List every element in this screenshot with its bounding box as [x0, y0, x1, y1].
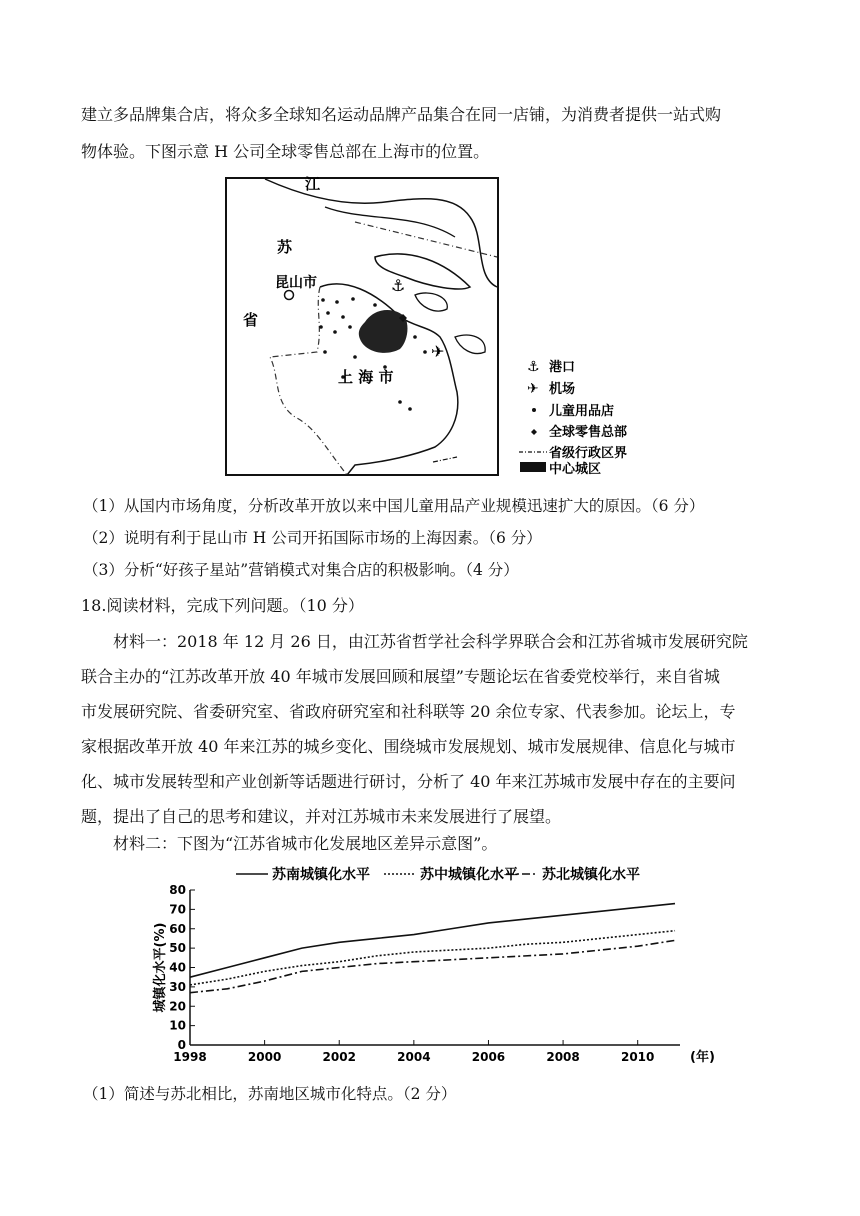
svg-text:机场: 机场	[549, 382, 576, 397]
y-tick-label: 40	[169, 960, 186, 975]
question-18-title: 18.阅读材料，完成下列问题。（10 分）	[81, 596, 364, 615]
x-tick-label: 2010	[620, 1050, 655, 1064]
map-label-sheng: 省	[243, 311, 259, 329]
material-1-line-5: 化、城市发展转型和产业创新等话题进行研讨，分析了 40 年来江苏城市发展中存在的主要问	[81, 772, 736, 791]
y-tick-label: 50	[169, 941, 186, 956]
x-tick-label: 1998	[173, 1050, 207, 1064]
y-tick-label: 60	[169, 921, 186, 936]
y-tick-label: 20	[169, 999, 186, 1014]
legend-label-1: 苏中城镇化水平	[420, 867, 518, 883]
map-label-su: 苏	[277, 238, 293, 256]
series-line-0	[190, 904, 675, 978]
x-tick-label: 2002	[322, 1050, 356, 1064]
material-1-line-4: 家根据改革开放 40 年来江苏的城乡变化、围绕城市发展规划、城市发展规律、信息化与城市	[81, 737, 736, 756]
x-tick-label: 2008	[546, 1050, 580, 1064]
shanghai-map-figure	[225, 175, 628, 477]
urbanization-chart-svg	[150, 858, 715, 1080]
material-1-line-1: 材料一：2018 年 12 月 26 日，由江苏省哲学社会科学界联合会和江苏省城市发展研究院	[113, 632, 748, 651]
question-17-2: （2）说明有利于昆山市 H 公司开拓国际市场的上海因素。（6 分）	[83, 529, 542, 547]
svg-text:中心城区: 中心城区	[549, 462, 602, 477]
x-tick-label: 2006	[471, 1050, 506, 1064]
x-tick-label: 2000	[247, 1050, 282, 1064]
shanghai-map	[225, 175, 628, 477]
legend-label-2: 苏北城镇化水平	[542, 867, 640, 883]
map-label-shanghai: 上 海 市	[338, 368, 394, 386]
x-tick-label: 2004	[397, 1050, 431, 1064]
intro-line-1: 建立多品牌集合店，将众多全球知名运动品牌产品集合在同一店铺，为消费者提供一站式购	[81, 105, 722, 124]
svg-text:儿童用品店: 儿童用品店	[549, 404, 615, 419]
series-line-2	[190, 940, 675, 992]
svg-text:省级行政区界: 省级行政区界	[549, 446, 628, 461]
airport-icon: ✈	[527, 381, 539, 397]
y-tick-label: 0	[177, 1038, 186, 1052]
map-airport-icon: ✈	[431, 342, 445, 361]
map-legend	[519, 359, 627, 477]
dot-icon	[532, 408, 536, 412]
material-1-line-6: 题，提出了自己的思考和建议，并对江苏城市未来发展进行了展望。	[81, 807, 562, 826]
map-anchor-icon: ⚓	[391, 276, 406, 295]
map-label-kunshan: 昆山市	[275, 275, 317, 291]
svg-text:全球零售总部: 全球零售总部	[549, 425, 628, 440]
material-1-line-2: 联合主办的“江苏改革开放 40 年城市发展回顾和展望”专题论坛在省委党校举行，来自省城	[81, 667, 720, 686]
y-tick-label: 70	[169, 902, 186, 917]
urbanization-chart	[150, 858, 715, 1080]
anchor-icon: ⚓	[527, 359, 540, 375]
y-tick-label: 10	[169, 1018, 186, 1033]
x-unit-label: (年)	[690, 1050, 715, 1065]
intro-line-2: 物体验。下图示意 H 公司全球零售总部在上海市的位置。	[81, 142, 490, 161]
material-2: 材料二：下图为“江苏省城市化发展地区差异示意图”。	[113, 834, 498, 853]
material-1-line-3: 市发展研究院、省委研究室、省政府研究室和社科联等 20 余位专家、代表参加。论坛上，专	[81, 702, 736, 721]
black-block-icon	[520, 462, 546, 472]
question-17-3: （3）分析“好孩子星站”营销模式对集合店的积极影响。（4 分）	[83, 561, 519, 579]
y-axis-label: 城镇化水平(%)	[153, 922, 168, 1013]
svg-text:港口: 港口	[549, 360, 576, 375]
legend-label-0: 苏南城镇化水平	[272, 867, 370, 883]
question-17-1: （1）从国内市场角度，分析改革开放以来中国儿童用品产业规模迅速扩大的原因。（6 分）	[83, 497, 705, 515]
y-tick-label: 30	[169, 979, 186, 994]
y-tick-label: 80	[169, 883, 186, 897]
map-label-jiang: 江	[305, 175, 321, 193]
diamond-icon	[531, 429, 537, 435]
question-18-1: （1）简述与苏北相比，苏南地区城市化特点。（2 分）	[83, 1085, 457, 1103]
